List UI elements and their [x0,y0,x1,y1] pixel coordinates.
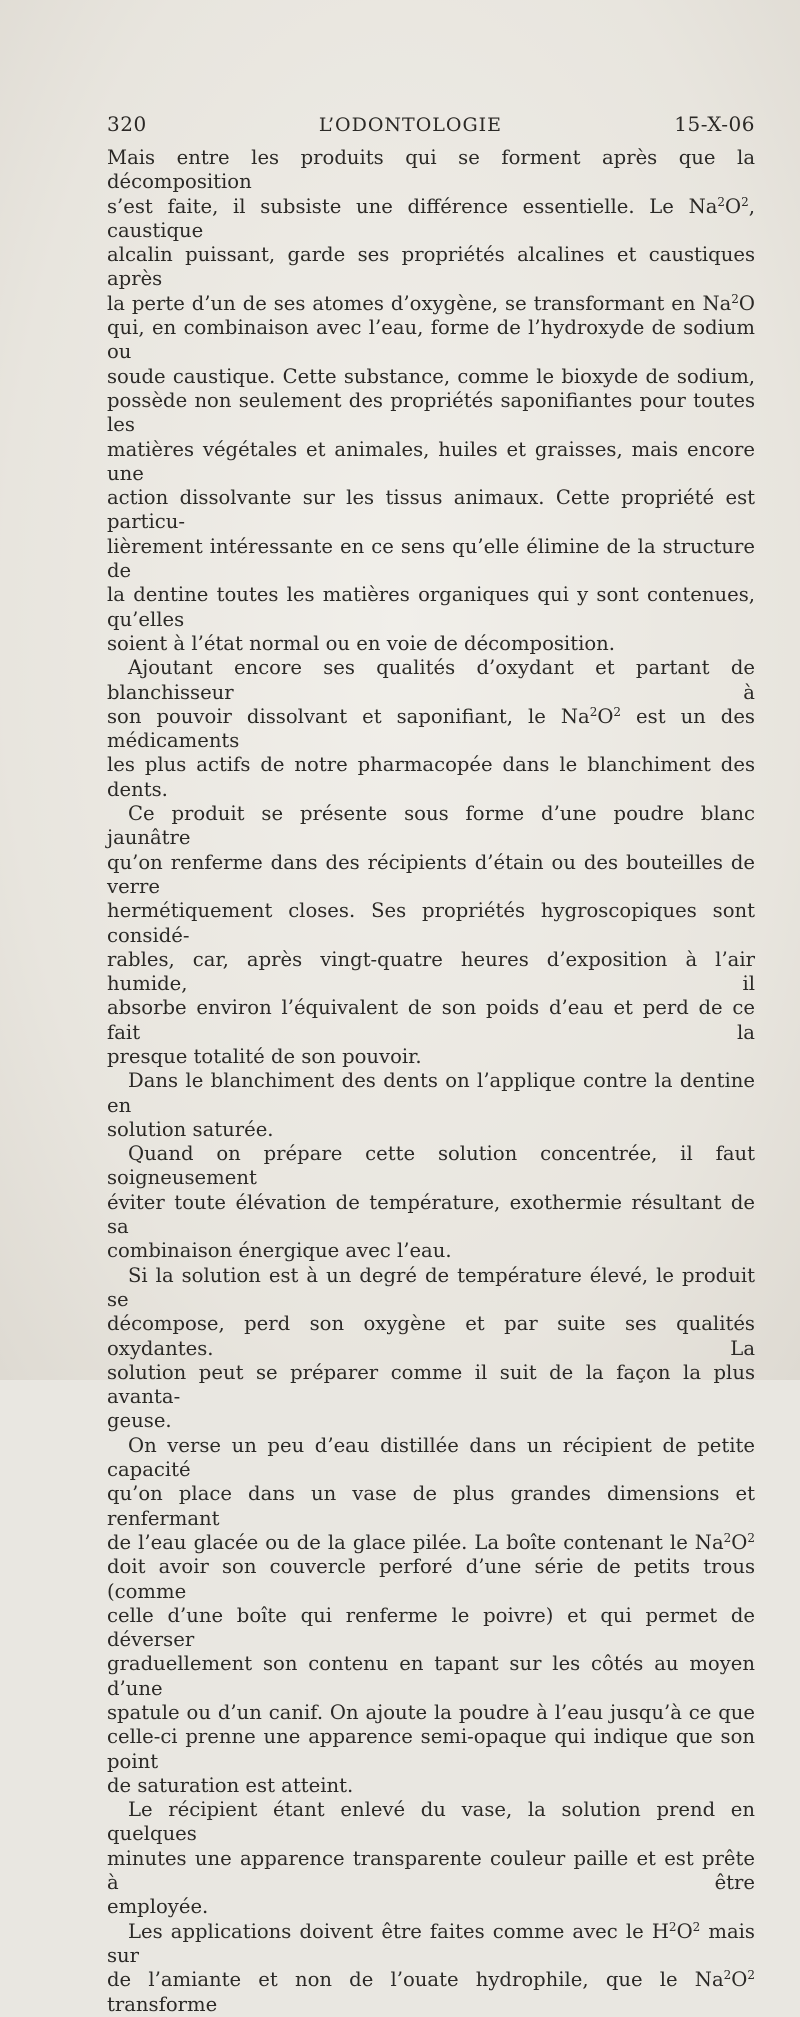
issue-date: 15-X-06 [674,112,755,136]
text-line: celle d’une boîte qui renferme le poivre) et qui permet de déverser [107,1603,755,1652]
text-line: lièrement intéressante en ce sens qu’elle élimine de la structure de [107,534,755,583]
text-line: la perte d’un de ses atomes d’oxygène, se transformant en Na$^2$O [107,291,755,315]
text-line: solution peut se préparer comme il suit de la façon la plus avanta- [107,1360,755,1409]
text-line: Ce produit se présente sous forme d’une poudre blanc jaunâtre [107,802,755,850]
text-line: Si la solution est à un degré de température élevé, le produit se [107,1263,755,1311]
text-line: presque totalité de son pouvoir. [107,1044,422,1068]
text-line: Les applications doivent être faites comme avec le $H^2O^2$ mais sur [107,1919,755,1967]
text-line: décompose, perd son oxygène et par suite ses qualités oxydantes. La [107,1312,755,1360]
text-line: doit avoir son couvercle perforé d’une série de petits trous (comme [107,1555,755,1603]
text-line: minutes une apparence transparente couleur paille et est prête à être [107,1846,755,1895]
text-line: alcalin puissant, garde ses propriétés alcalines et caustiques après [107,243,755,291]
text-line: soude caustique. Cette substance, comme le bioxyde de sodium, [107,364,755,388]
text-line: hermétiquement closes. Ses propriétés hygroscopiques sont considé- [107,899,755,947]
text-line: soient à l’état normal ou en voie de décomposition. [107,631,615,655]
text-line: qui, en combinaison avec l’eau, forme de l’hydroxyde de sodium ou [107,316,755,364]
text-line: éviter toute élévation de température, exothermie résultant de sa [107,1190,755,1239]
text-line: son pouvoir dissolvant et saponifiant, le $Na^2O^2$ est un des médicaments [107,704,755,753]
text-line: graduellement son contenu en tapant sur les côtés au moyen d’une [107,1652,755,1700]
text-line: employée. [107,1895,209,1919]
text-line: possède non seulement des propriétés saponifiantes pour toutes les [107,388,755,437]
text-line: Ajoutant encore ses qualités d’oxydant et partant de blanchisseur à [107,656,755,704]
text-line: de l’eau glacée ou de la glace pilée. La boîte contenant le $Na^2O^2$ [107,1530,755,1554]
journal-title: L’ODONTOLOGIE [318,114,503,136]
text-line: On verse un peu d’eau distillée dans un récipient de petite capacité [107,1433,755,1482]
text-line: action dissolvante sur les tissus animaux. Cette propriété est particu- [107,486,755,534]
text-line: de saturation est atteint. [107,1773,354,1797]
text-line: les plus actifs de notre pharmacopée dans le blanchiment des dents. [107,753,755,801]
text-line: qu’on place dans un vase de plus grandes dimensions et renfermant [107,1482,755,1530]
body-text [107,146,755,2017]
text-line: rables, car, après vingt-quatre heures d’exposition à l’air humide, il [107,947,755,996]
text-line: Mais entre les produits qui se forment après que la décomposition [107,146,755,194]
text-line: qu’on renferme dans des récipients d’étain ou des bouteilles de verre [107,850,755,898]
text-line: solution saturée. [107,1117,274,1141]
text-line: Dans le blanchiment des dents on l’applique contre la dentine en [107,1069,755,1117]
text-line: matières végétales et animales, huiles et graisses, mais encore une [107,437,755,485]
text-line: Quand on prépare cette solution concentrée, il faut soigneusement [107,1142,755,1190]
text-line: combinaison énergique avec l’eau. [107,1239,452,1263]
text-line: absorbe environ l’équivalent de son poids d’eau et perd de ce fait la [107,996,755,1044]
text-line: s’est faite, il subsiste une différence essentielle. Le $Na^2O^2$, caustique [107,194,755,242]
running-header [107,112,755,136]
page-number: 320 [107,112,147,136]
text-line: spatule ou d’un canif. On ajoute la poudre à l’eau jusqu’à ce que [107,1701,755,1724]
text-line: Le récipient étant enlevé du vase, la solution prend en quelques [107,1798,755,1846]
text-line: celle-ci prenne une apparence semi-opaque qui indique que son point [107,1725,755,1773]
text-line: la dentine toutes les matières organiques qui y sont contenues, qu’elles [107,583,755,631]
text-line: geuse. [107,1409,172,1433]
text-line: de l’amiante et non de l’ouate hydrophile, que le $Na^2O^2$ transforme [107,1968,755,2016]
